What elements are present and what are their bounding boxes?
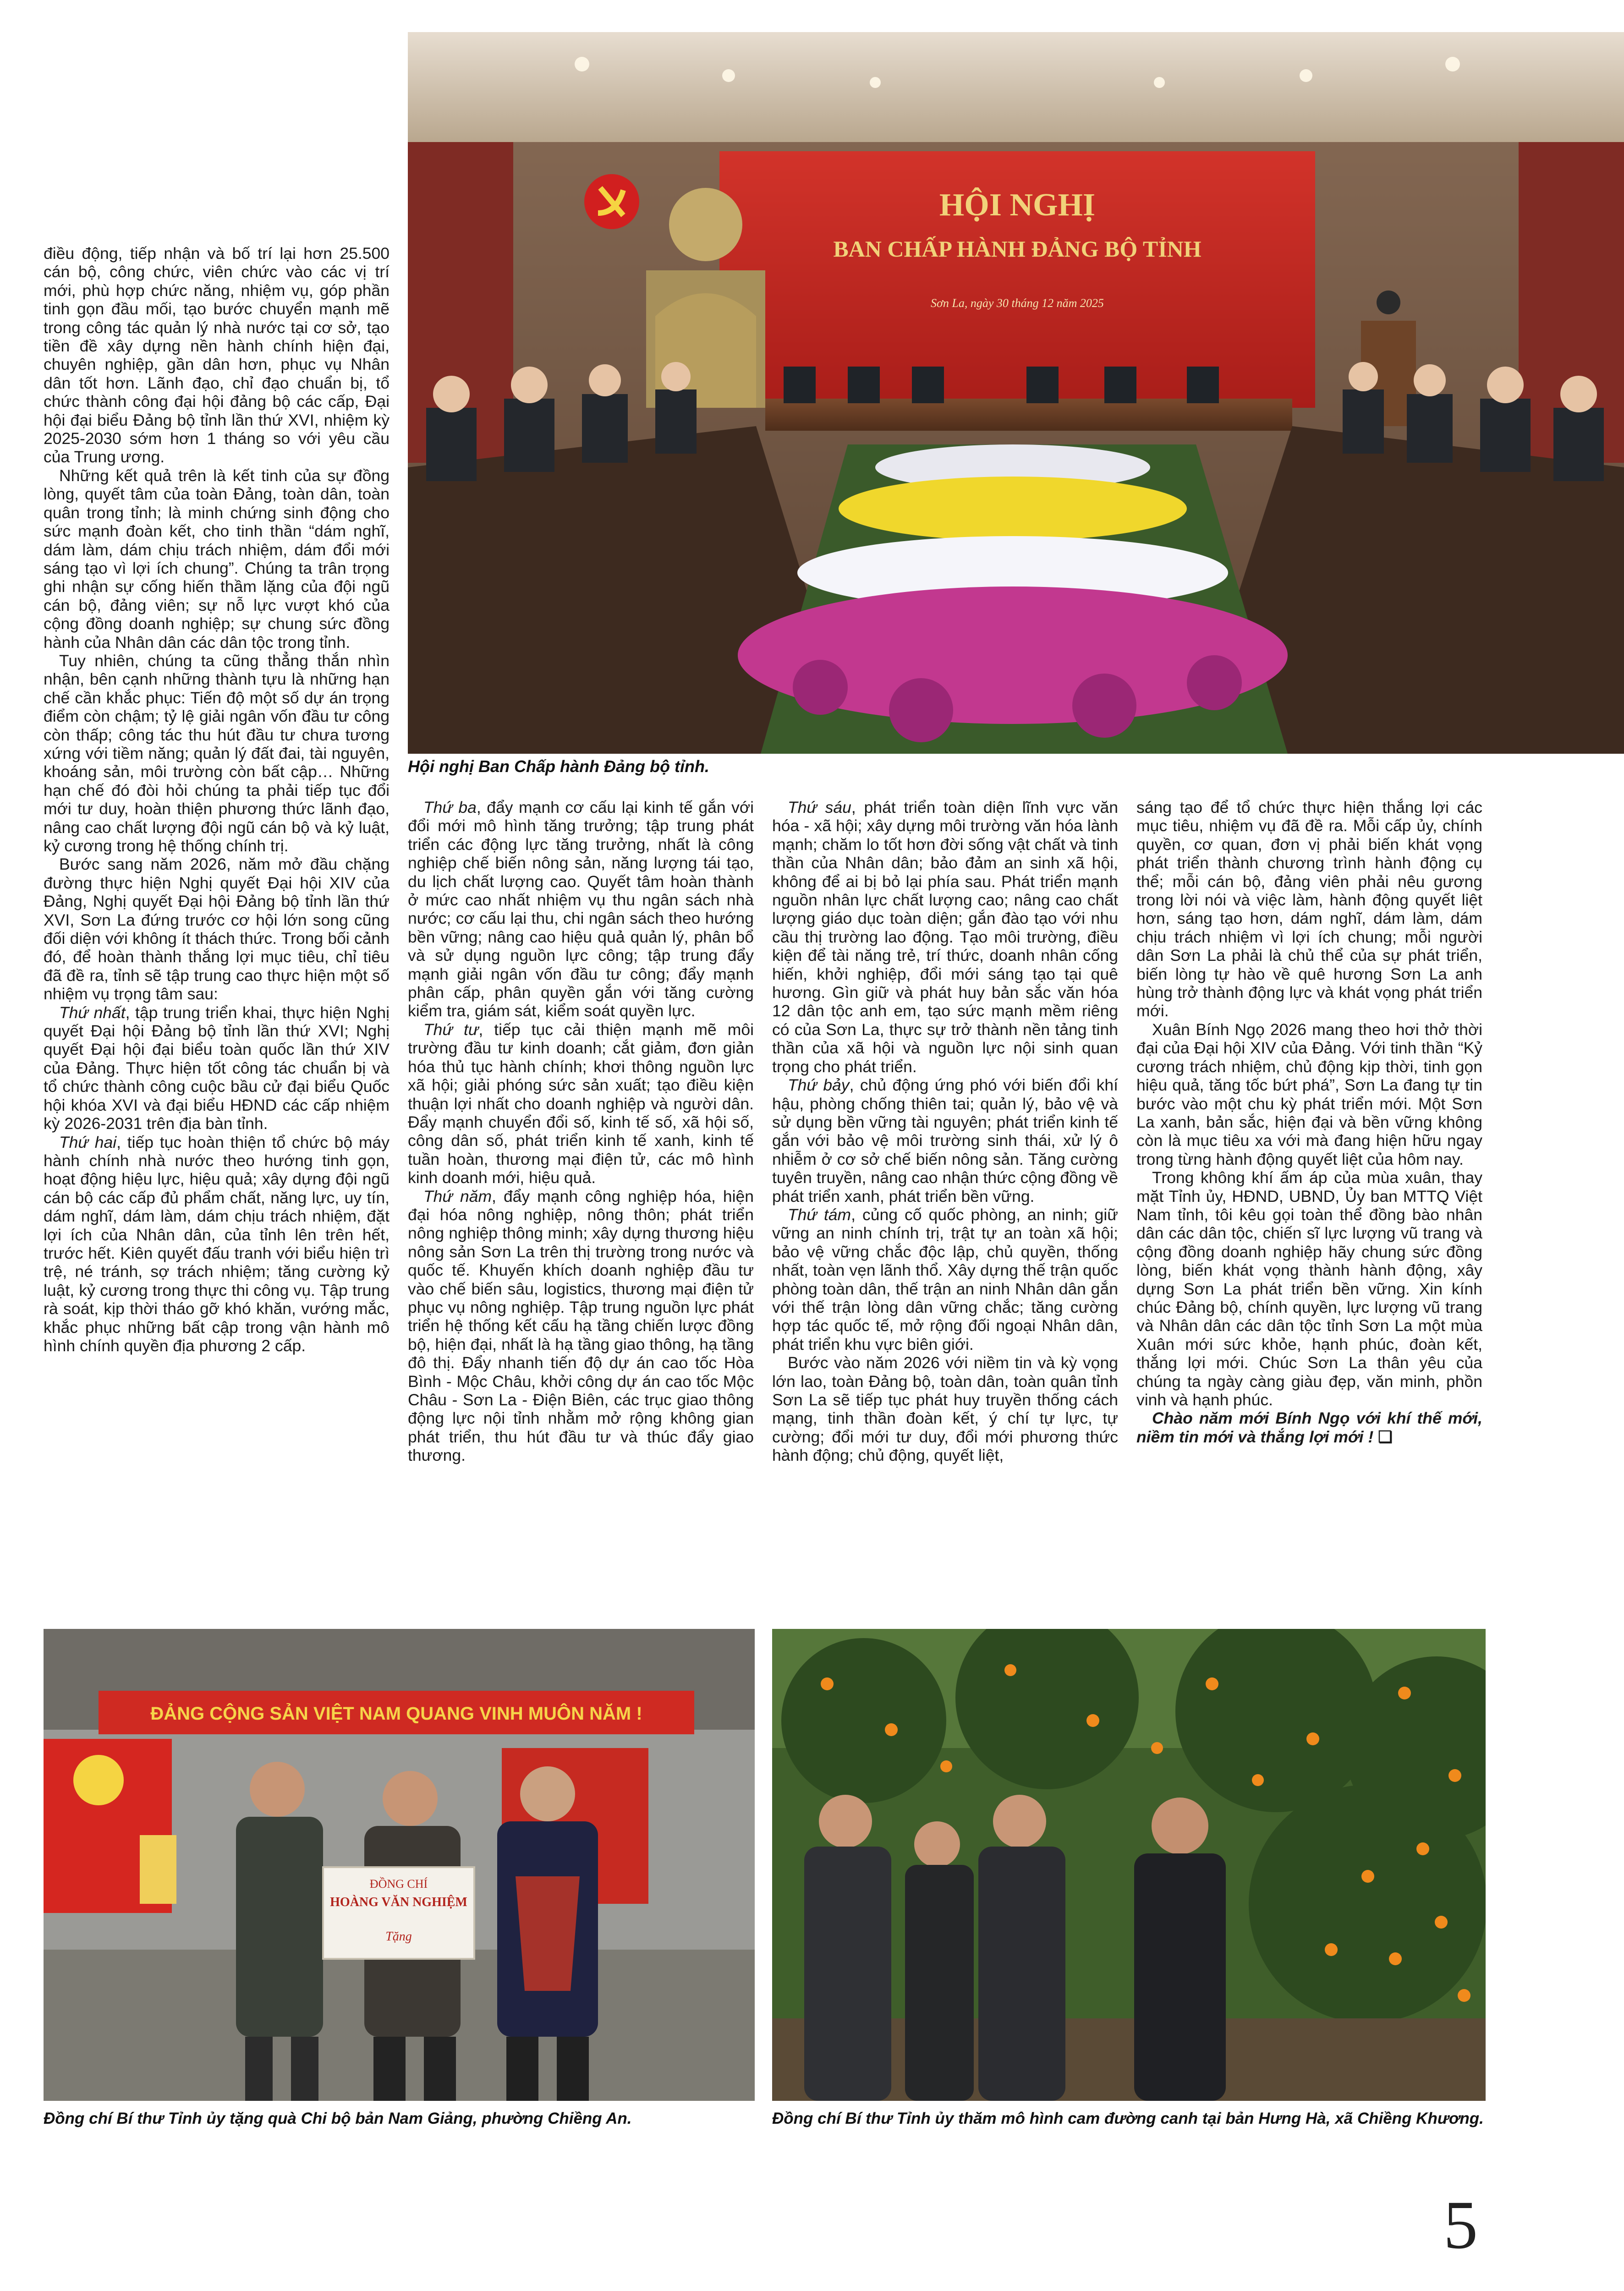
paragraph: sáng tạo để tổ chức thực hiện thắng lợi các mục tiêu, nhiệm vụ đã đề ra. Mỗi cấp ủy, chính quyền, cơ quan, đơn vị phải biến khát vọng phát triển thành chương trình hành động cụ thể; mỗi cán bộ, đảng viên phải nêu gương trong lời nói và việc làm, hành động quyết liệt hơn, sáng tạo hơn, dám nghĩ, dám làm, dám chịu trách nhiệm vì lợi ích chung; mỗi người dân Sơn La phải là chủ thể của sự phát triển, biến lòng tự hào về quê hương Sơn La anh hùng trở thành động lực và khát vọng phát triển mới. [1136, 798, 1482, 1020]
article-column-1-top [44, 244, 390, 1355]
gift-box-line2: HOÀNG VĂN NGHIỆM [330, 1895, 467, 1909]
paragraph: Thứ nhất, tập trung triển khai, thực hiện Nghị quyết Đại hội Đảng bộ tỉnh lần thứ XVI; Nghị quyết Đại hội đại biểu toàn quốc lần thứ XIV của Đảng. Thực hiện tốt công tác chuẩn bị và tổ chức thành công cuộc bầu cử đại biểu Quốc hội khóa XVI và đại biểu HĐND các cấp nhiệm kỳ 2026-2031 trên địa bàn tỉnh. [44, 1003, 390, 1133]
banner-title: HỘI NGHỊ [939, 187, 1096, 223]
paragraph: Thứ tám, củng cố quốc phòng, an ninh; giữ vững an ninh chính trị, trật tự an toàn xã hội; bảo vệ vững chắc độc lập, chủ quyền, thống nhất, toàn vẹn lãnh thổ. Xây dựng thế trận quốc phòng toàn dân, thế trận an ninh Nhân dân gắn với thế trận lòng dân vững chắc; tăng cường hợp tác quốc tế, mở rộng đối ngoại Nhân dân, phát triển khu vực biên giới. [772, 1205, 1118, 1354]
gift-box-line1: ĐỒNG CHÍ [369, 1877, 428, 1891]
banner-subtitle: BAN CHẤP HÀNH ĐẢNG BỘ TỈNH [833, 236, 1202, 262]
paragraph: Xuân Bính Ngọ 2026 mang theo hơi thở thời đại của Đại hội XIV của Đảng. Với tinh thần “Kỷ cương trách nhiệm, chủ động kịp thời, tinh gọn hiệu quả, tăng tốc bứt phá”, Sơn La đang tự tin bước vào một chu kỳ phát triển mới. Một Sơn La xanh, bản sắc, hiện đại và bền vững không còn là mục tiêu xa với mà đang hiện hữu ngay trong từng hành động quyết liệt của hôm nay. [1136, 1020, 1482, 1168]
paragraph: Thứ sáu, phát triển toàn diện lĩnh vực văn hóa - xã hội; xây dựng môi trường văn hóa lành mạnh; chăm lo tốt hơn đời sống vật chất và tinh thần của Nhân dân; bảo đảm an sinh xã hội, không để ai bị bỏ lại phía sau. Phát triển mạnh nguồn nhân lực chất lượng cao; nâng cao chất lượng giáo dục toàn diện; gắn đào tạo với nhu cầu thị trường lao động. Tạo môi trường, điều kiện để tài năng trẻ, trí thức, doanh nhân cống hiến, khởi nghiệp, đổi mới sáng tạo tại quê hương. Gìn giữ và phát huy bản sắc văn hóa 12 dân tộc anh em, tạo sức mạnh mềm riêng có của Sơn La, thực sự trở thành nền tảng tinh thần của xã hội và nguồn lực nội sinh quan trọng cho phát triển. [772, 798, 1118, 1076]
paragraph: Thứ bảy, chủ động ứng phó với biến đổi khí hậu, phòng chống thiên tai; quản lý, bảo vệ và sử dụng bền vững tài nguyên; phát triển kinh tế gắn với bảo vệ môi trường sinh thái, xử lý ô nhiễm ở cơ sở chế biến nông sản. Tăng cường tuyên truyền, nâng cao nhận thức cộng đồng về phát triển xanh, phát triển bền vững. [772, 1076, 1118, 1206]
paragraph: Những kết quả trên là kết tinh của sự đồng lòng, quyết tâm của toàn Đảng, toàn dân, toàn quân trong tỉnh; là minh chứng sinh động cho sức mạnh đoàn kết, cho tinh thần “dám nghĩ, dám làm, dám chịu trách nhiệm, dám đổi mới sáng tạo vì lợi ích chung”. Chúng ta trân trọng ghi nhận sự cống hiến thầm lặng của đội ngũ cán bộ, đảng viên; sự nỗ lực vượt khó của cộng đồng doanh nghiệp; sự chung sức đồng hành của Nhân dân các dân tộc trong tỉnh. [44, 466, 390, 652]
paragraph: Bước vào năm 2026 với niềm tin và kỳ vọng lớn lao, toàn Đảng bộ, toàn dân, toàn quân tỉnh Sơn La sẽ tiếp tục phát huy truyền thống cách mạng, tinh thần đoàn kết, ý chí tự lực, tự cường; đổi mới tư duy, đổi mới phương thức hành động; chủ động, quyết liệt, [772, 1354, 1118, 1465]
paragraph: Thứ tư, tiếp tục cải thiện mạnh mẽ môi trường đầu tư kinh doanh; cắt giảm, đơn giản hóa thủ tục hành chính; khơi thông nguồn lực xã hội; giải phóng sức sản xuất; tạo điều kiện thuận lợi nhất cho doanh nghiệp và người dân. Đẩy mạnh chuyển đổi số, kinh tế số, xã hội số, công dân số, phát triển kinh tế xanh, kinh tế tuần hoàn, thương mại điện tử, các mô hình kinh doanh mới, hiệu quả. [408, 1020, 754, 1187]
banner-date: Sơn La, ngày 30 tháng 12 năm 2025 [931, 296, 1104, 310]
orange-garden-photo [772, 1629, 1486, 2101]
article-column-4 [1136, 798, 1482, 1446]
end-mark: ❏ [1378, 1427, 1393, 1446]
paragraph: Bước sang năm 2026, năm mở đầu chặng đường thực hiện Nghị quyết Đại hội XIV của Đảng, Nghị quyết Đại hội Đảng bộ tỉnh lần thứ XVI, Sơn La đứng trước cơ hội lớn song cũng đối diện với không ít thách thức. Trong bối cảnh đó, để hoàn thành thắng lợi mục tiêu, chỉ tiêu đã đề ra, tỉnh sẽ tập trung cao thực hiện một số nhiệm vụ trọng tâm sau: [44, 855, 390, 1003]
conference-photo [408, 32, 1624, 754]
paragraph: Trong không khí ấm áp của mùa xuân, thay mặt Tỉnh ủy, HĐND, UBND, Ủy ban MTTQ Việt Nam tỉnh, tôi kêu gọi toàn thể đồng bào nhân dân các dân tộc, chiến sĩ lực lượng vũ trang và cộng đồng doanh nghiệp hãy chung sức đồng lòng, biến khát vọng thành hành động, xây dựng Sơn La phát triển bền vững. Xin kính chúc Đảng bộ, chính quyền, lực lượng vũ trang và Nhân dân các dân tộc tỉnh Sơn La một mùa Xuân mới sức khỏe, hạnh phúc, đoàn kết, thắng lợi mới. Chúc Sơn La thân yêu của chúng ta ngày càng giàu đẹp, văn minh, phồn vinh và hạnh phúc. [1136, 1168, 1482, 1409]
article-column-2 [408, 798, 754, 1465]
paragraph: điều động, tiếp nhận và bố trí lại hơn 25.500 cán bộ, công chức, viên chức vào các vị trí mới, phù hợp chức năng, nhiệm vụ, góp phần tinh gọn đầu mối, tạo bước chuyển mạnh mẽ trong công tác quản lý nhà nước tại cơ sở, tạo tiền đề xây dựng nền hành chính hiện đại, chuyên nghiệp, gần dân hơn, phục vụ Nhân dân tốt hơn. Lãnh đạo, chỉ đạo chuẩn bị, tổ chức thành công đại hội đảng bộ các cấp, Đại hội đại biểu Đảng bộ tỉnh lần thứ XVI, nhiệm kỳ 2025-2030 sớm hơn 1 tháng so với yêu cầu của Trung ương. [44, 244, 390, 466]
gift-photo [44, 1629, 755, 2101]
paragraph: Thứ ba, đẩy mạnh cơ cấu lại kinh tế gắn với đổi mới mô hình tăng trưởng; tập trung phát triển các động lực tăng trưởng, nhất là công nghiệp chế biến nông sản, năng lượng tái tạo, du lịch chất lượng cao. Quyết tâm hoàn thành ở mức cao nhất nhiệm vụ thu ngân sách nhà nước; cơ cấu lại thu, chi ngân sách theo hướng bền vững; nâng cao hiệu quả quản lý, phân bổ và sử dụng nguồn lực công; tập trung đẩy mạnh giải ngân vốn đầu tư công; đẩy mạnh phân cấp, phân quyền gắn với tăng cường kiểm tra, giám sát, kiểm soát quyền lực. [408, 798, 754, 1020]
paragraph: Thứ năm, đẩy mạnh công nghiệp hóa, hiện đại hóa nông nghiệp, nông thôn; phát triển nông nghiệp thông minh; xây dựng thương hiệu nông sản Sơn La trên thị trường trong nước và quốc tế. Khuyến khích doanh nghiệp đầu tư vào chế biến sâu, logistics, thương mại điện tử phục vụ nông nghiệp. Tập trung nguồn lực phát triển hệ thống kết cấu hạ tầng chiến lược đồng bộ, hiện đại, nhất là hạ tầng giao thông, hạ tầng đô thị. Đẩy nhanh tiến độ dự án cao tốc Hòa Bình - Mộc Châu, khởi công dự án cao tốc Mộc Châu - Sơn La - Điện Biên, các trục giao thông động lực nội tỉnh nhằm mở rộng không gian phát triển, thu hút đầu tư và thúc đẩy giao thương. [408, 1187, 754, 1465]
gift-box-line3: Tặng [385, 1929, 412, 1944]
gift-photo-caption: Đồng chí Bí thư Tỉnh ủy tặng quà Chi bộ bản Nam Giảng, phường Chiềng An. [44, 2110, 632, 2127]
page-number: 5 [1443, 2187, 1478, 2263]
paragraph: Thứ hai, tiếp tục hoàn thiện tổ chức bộ máy hành chính nhà nước theo hướng tinh gọn, hoạt động hiệu lực, hiệu quả; xây dựng đội ngũ cán bộ các cấp đủ phẩm chất, năng lực, uy tín, dám nghĩ, dám làm, dám chịu trách nhiệm, đặt lợi ích của Nhân dân, của tỉnh lên trên hết, trước hết. Kiên quyết đấu tranh với biểu hiện trì trệ, né tránh, sợ trách nhiệm; tăng cường kỷ luật, kỷ cương trong thực thi công vụ. Tập trung rà soát, kịp thời tháo gỡ khó khăn, vướng mắc, khắc phục những bất cập trong vận hành mô hình chính quyền địa phương 2 cấp. [44, 1133, 390, 1355]
closing-line: Chào năm mới Bính Ngọ với khí thế mới, niềm tin mới và thắng lợi mới ! ❏ [1136, 1409, 1482, 1446]
article-column-3 [772, 798, 1118, 1465]
paragraph: Tuy nhiên, chúng ta cũng thẳng thắn nhìn nhận, bên cạnh những thành tựu là những hạn chế cần khắc phục: Tiến độ một số dự án trọng điểm còn chậm; tỷ lệ giải ngân vốn đầu tư công còn thấp; công tác thu hút đầu tư chưa tương xứng với tiềm năng; quản lý đất đai, tài nguyên, khoáng sản, môi trường còn bất cập… Những hạn chế đó đòi hỏi chúng ta phải tiếp tục đổi mới tư duy, hoàn thiện phương thức lãnh đạo, nâng cao chất lượng đội ngũ cán bộ và kỷ luật, kỷ cương trong hệ thống chính trị. [44, 651, 390, 855]
top-photo-caption: Hội nghị Ban Chấp hành Đảng bộ tỉnh. [408, 757, 709, 776]
orange-photo-caption: Đồng chí Bí thư Tỉnh ủy thăm mô hình cam đường canh tại bản Hưng Hà, xã Chiềng Khương. [772, 2110, 1484, 2127]
gift-banner-text: ĐẢNG CỘNG SẢN VIỆT NAM QUANG VINH MUÔN NĂM ! [150, 1704, 642, 1724]
